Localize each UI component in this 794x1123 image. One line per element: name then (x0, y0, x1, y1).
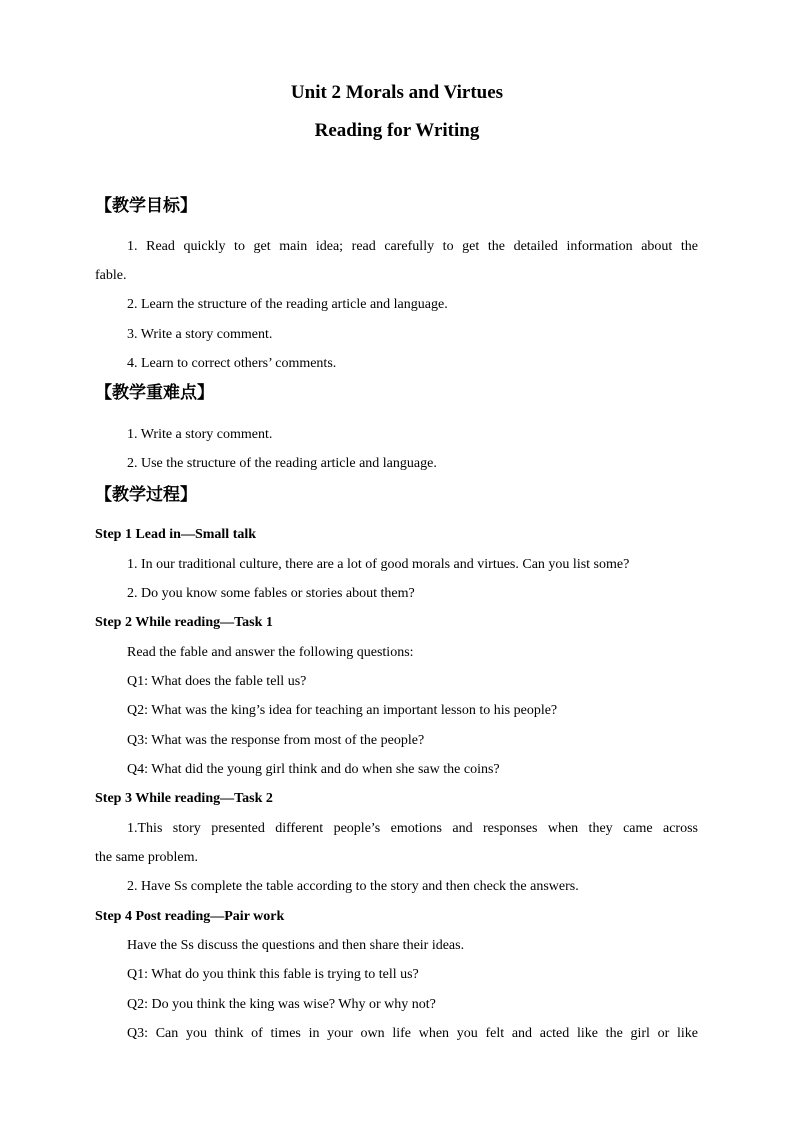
step-1-line-2: 2. Do you know some fables or stories about them? (127, 586, 415, 601)
step-3-line-2: 2. Have Ss complete the table according to the story and then check the answers. (127, 879, 579, 894)
objective-4: 4. Learn to correct others’ comments. (127, 356, 337, 371)
step-4-q2: Q2: Do you think the king was wise? Why or why not? (127, 997, 436, 1012)
key-points-heading: 【教学重难点】 (95, 383, 214, 403)
step-4-intro: Have the Ss discuss the questions and then share their ideas. (127, 938, 465, 953)
step-2-q1: Q1: What does the fable tell us? (127, 674, 307, 689)
step-2-intro: Read the fable and answer the following questions: (127, 645, 414, 660)
step-4-q3: Q3: Can you think of times in your own life when you felt and acted like the girl or like (127, 1026, 698, 1041)
step-4-title: Step 4 Post reading—Pair work (95, 909, 285, 924)
step-3-line-1b: the same problem. (95, 850, 199, 865)
step-2-q2: Q2: What was the king’s idea for teaching an important lesson to his people? (127, 703, 558, 718)
step-2-title: Step 2 While reading—Task 1 (95, 615, 273, 630)
step-1-title: Step 1 Lead in—Small talk (95, 527, 257, 542)
step-1-line-1: 1. In our traditional culture, there are a lot of good morals and virtues. Can you list some? (127, 557, 630, 572)
objective-1-line-1: 1. Read quickly to get main idea; read carefully to get the detailed information about the (127, 239, 698, 254)
step-3-line-1a: 1.This story presented different people’s emotions and responses when they came across (127, 821, 698, 836)
key-point-2: 2. Use the structure of the reading article and language. (127, 456, 437, 471)
process-heading: 【教学过程】 (95, 485, 197, 505)
document-subtitle: Reading for Writing (314, 120, 480, 141)
step-4-q1: Q1: What do you think this fable is trying to tell us? (127, 967, 419, 982)
step-2-q3: Q3: What was the response from most of the people? (127, 733, 425, 748)
objective-3: 3. Write a story comment. (127, 327, 273, 342)
document-title: Unit 2 Morals and Virtues (290, 82, 504, 103)
objective-1-line-2: fable. (95, 268, 127, 283)
objectives-heading: 【教学目标】 (95, 196, 197, 216)
objective-2: 2. Learn the structure of the reading article and language. (127, 297, 448, 312)
key-point-1: 1. Write a story comment. (127, 427, 273, 442)
step-2-q4: Q4: What did the young girl think and do when she saw the coins? (127, 762, 500, 777)
step-3-title: Step 3 While reading—Task 2 (95, 791, 273, 806)
